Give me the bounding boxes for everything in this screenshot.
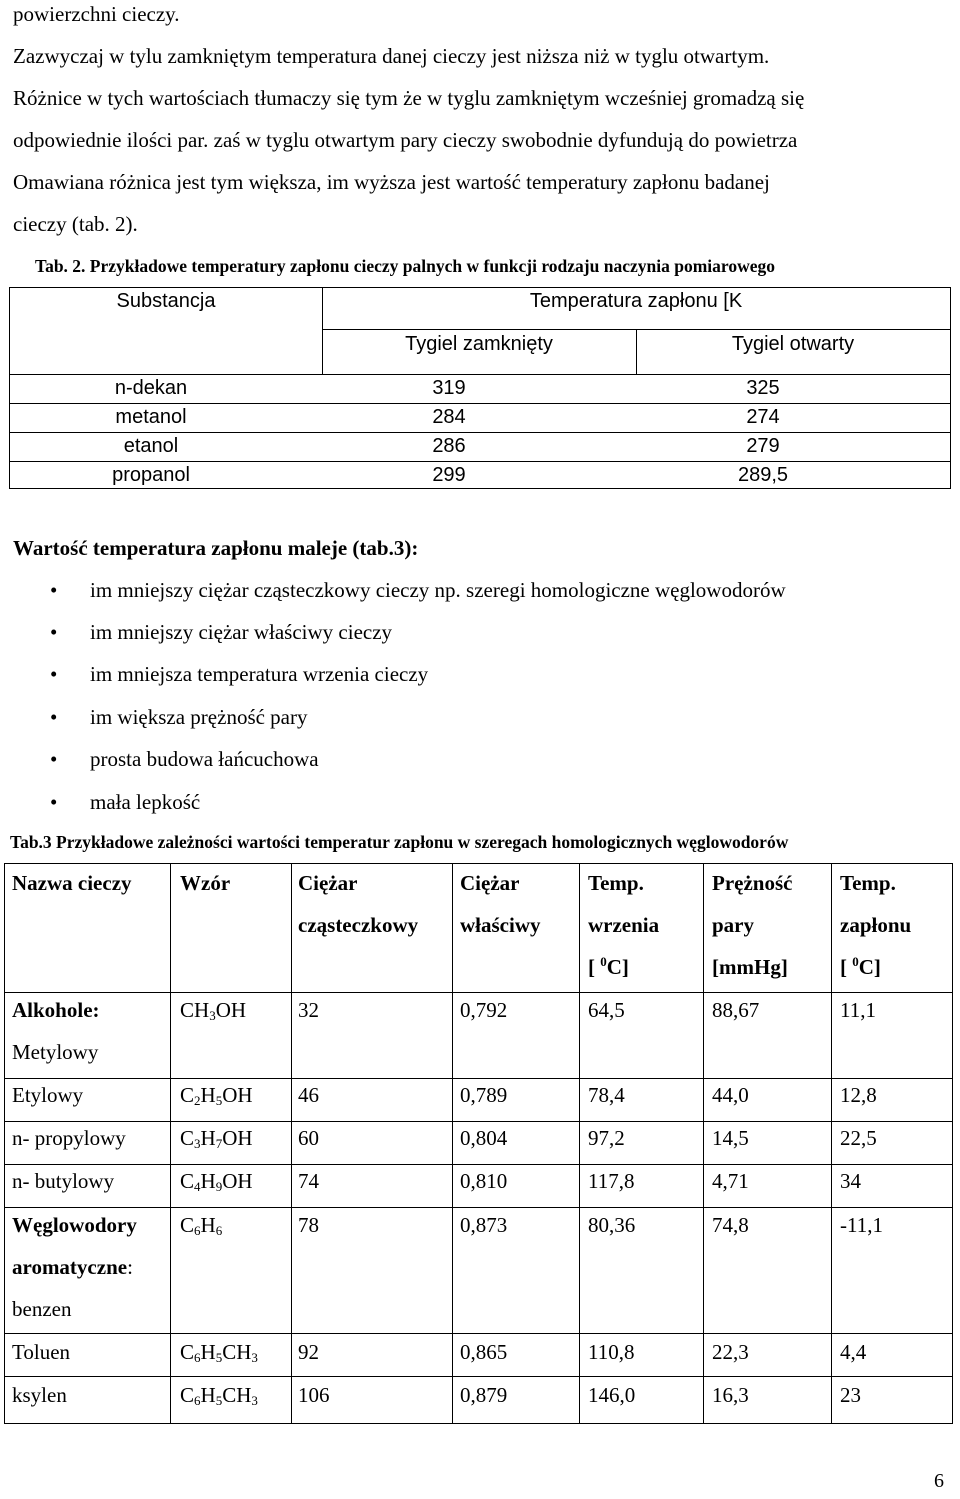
page-number: 6 [934,1470,944,1492]
header-open-cup: Tygiel otwarty [731,333,855,355]
cell-mw: 46 [298,1083,319,1107]
rule [291,864,292,1423]
cell-open: 325 [746,377,780,399]
cell-fp: -11,1 [840,1213,883,1237]
rule [5,1164,952,1165]
cell-fp: 22,5 [840,1126,877,1150]
rule [170,864,171,1423]
cell-name: n- butylowy [12,1169,115,1193]
cell-substance: propanol [112,464,190,486]
cell-bp: 78,4 [588,1083,625,1107]
col-header-specific-weight: właściwy [460,913,541,937]
cell-formula: $CH_3OH$ [180,998,247,1023]
rule [831,864,832,1423]
col-header-name: Nazwa cieczy [12,871,132,895]
bullet-icon: • [50,620,58,644]
cell-sw: 0,865 [460,1340,508,1364]
section-heading: Wartość temperatura zapłonu maleje (tab.3): [13,536,419,560]
cell-fp: 11,1 [840,998,876,1022]
cell-vp: 4,71 [712,1169,749,1193]
group-label: Węglowodory [12,1213,137,1237]
col-header-boiling-unit: [ $^0$C] [588,954,629,979]
cell-name: Toluen [12,1340,71,1364]
cell-sw: 0,804 [460,1126,508,1150]
rule [5,1078,952,1079]
col-header-vapor-pressure: pary [712,913,754,937]
cell-bp: 117,8 [588,1169,635,1193]
bullet-icon: • [50,662,58,686]
flash-point-table [9,287,951,489]
rule [10,461,950,462]
rule [10,403,950,404]
cell-name: benzen [12,1297,72,1321]
bullet-text: mała lepkość [90,790,201,814]
bullet-text: im większa prężność pary [90,705,308,729]
cell-substance: n-dekan [114,377,188,399]
cell-fp: 4,4 [840,1340,867,1364]
cell-vp: 16,3 [712,1383,749,1407]
rule [10,374,950,375]
text-line-5: Omawiana różnica jest tym większa, im wyższa jest wartość temperatury zapłonu badanej [13,170,770,194]
tab2-caption: Tab. 2. Przykładowe temperatury zapłonu cieczy palnych w funkcji rodzaju naczynia pomiarowego [35,256,776,276]
bullet-icon: • [50,790,58,814]
cell-sw: 0,879 [460,1383,508,1407]
tab3-caption: Tab.3 Przykładowe zależności wartości temperatur zapłonu w szeregach homologicznych węglowodorów [10,832,789,852]
cell-mw: 32 [298,998,319,1022]
cell-open: 279 [746,435,780,457]
col-header-vapor-pressure: Prężność [712,871,793,895]
cell-sw: 0,873 [460,1213,508,1237]
cell-substance: etanol [123,435,179,457]
rule [5,1121,952,1122]
bullet-icon: • [50,705,58,729]
bullet-text: prosta budowa łańcuchowa [90,747,319,771]
cell-bp: 110,8 [588,1340,635,1364]
cell-bp: 80,36 [588,1213,636,1237]
cell-mw: 60 [298,1126,319,1150]
group-label: Alkohole: [12,998,100,1022]
rule [452,864,453,1423]
cell-name: Metylowy [12,1040,99,1064]
cell-formula: $C_4H_9OH$ [180,1169,253,1194]
header-substance: Substancja [116,290,216,312]
text-line-3: Różnice w tych wartościach tłumaczy się tym że w tyglu zamkniętym wcześniej gromadzą się [13,86,805,110]
text-line-1: powierzchni cieczy. [13,2,180,26]
header-temperature: Temperatura zapłonu [K [529,290,743,312]
cell-vp: 44,0 [712,1083,749,1107]
col-header-flash-point: zapłonu [840,913,912,937]
cell-vp: 14,5 [712,1126,749,1150]
col-header-vapor-pressure-unit: [mmHg] [712,955,788,979]
cell-bp: 64,5 [588,998,625,1022]
cell-bp: 97,2 [588,1126,625,1150]
rule [5,1207,952,1208]
cell-mw: 78 [298,1213,319,1237]
col-header-flash-point: Temp. [840,871,896,895]
col-header-molecular-weight: Ciężar [298,871,358,895]
cell-mw: 106 [298,1383,330,1407]
bullet-text: im mniejsza temperatura wrzenia cieczy [90,662,429,686]
cell-fp: 34 [840,1169,861,1193]
rule [10,432,950,433]
rule [579,864,580,1423]
cell-formula: $C_2H_5OH$ [180,1083,253,1108]
col-header-formula: Wzór [180,871,231,895]
col-header-boiling: wrzenia [588,913,660,937]
bullet-text: im mniejszy ciężar cząsteczkowy cieczy np. szeregi homologiczne węglowodorów [90,578,786,602]
text-line-4: odpowiednie ilości par. zaś w tyglu otwartym pary cieczy swobodnie dyfundują do powietrza [13,128,798,152]
cell-formula: $C_6H_5CH_3$ [180,1383,258,1408]
cell-closed: 284 [432,406,466,428]
bullet-icon: • [50,747,58,771]
cell-sw: 0,789 [460,1083,508,1107]
text-line-6: cieczy (tab. 2). [13,212,138,236]
cell-open: 274 [746,406,780,428]
cell-vp: 74,8 [712,1213,749,1237]
header-closed-cup: Tygiel zamknięty [405,333,553,355]
bullet-icon: • [50,578,58,602]
cell-fp: 23 [840,1383,861,1407]
cell-closed: 299 [432,464,466,486]
cell-formula: $C_6H_5CH_3$ [180,1340,258,1365]
cell-closed: 319 [432,377,466,399]
cell-formula: $C_3H_7OH$ [180,1126,253,1151]
rule [5,992,952,993]
cell-vp: 88,67 [712,998,760,1022]
cell-closed: 286 [432,435,466,457]
group-label: aromatyczne: [12,1255,133,1279]
cell-name: Etylowy [12,1083,84,1107]
cell-name: n- propylowy [12,1126,126,1150]
cell-open: 289,5 [737,464,789,486]
cell-substance: metanol [115,406,187,428]
cell-name: ksylen [12,1383,67,1407]
cell-fp: 12,8 [840,1083,877,1107]
col-header-boiling: Temp. [588,871,644,895]
col-header-molecular-weight: cząsteczkowy [298,913,419,937]
text-line-2: Zazwyczaj w tylu zamkniętym temperatura danej cieczy jest niższa niż w tyglu otwartym. [13,44,770,68]
col-header-flash-point-unit: [ $^0$C] [840,954,881,979]
rule [5,1376,952,1377]
cell-formula: $C_6H_6$ [180,1213,223,1238]
homologous-series-table [4,863,953,1424]
cell-bp: 146,0 [588,1383,636,1407]
cell-sw: 0,810 [460,1169,508,1193]
col-header-specific-weight: Ciężar [460,871,520,895]
cell-mw: 74 [298,1169,319,1193]
rule [703,864,704,1423]
cell-mw: 92 [298,1340,319,1364]
cell-sw: 0,792 [460,998,508,1022]
bullet-text: im mniejszy ciężar właściwy cieczy [90,620,393,644]
cell-vp: 22,3 [712,1340,749,1364]
rule [5,1333,952,1334]
